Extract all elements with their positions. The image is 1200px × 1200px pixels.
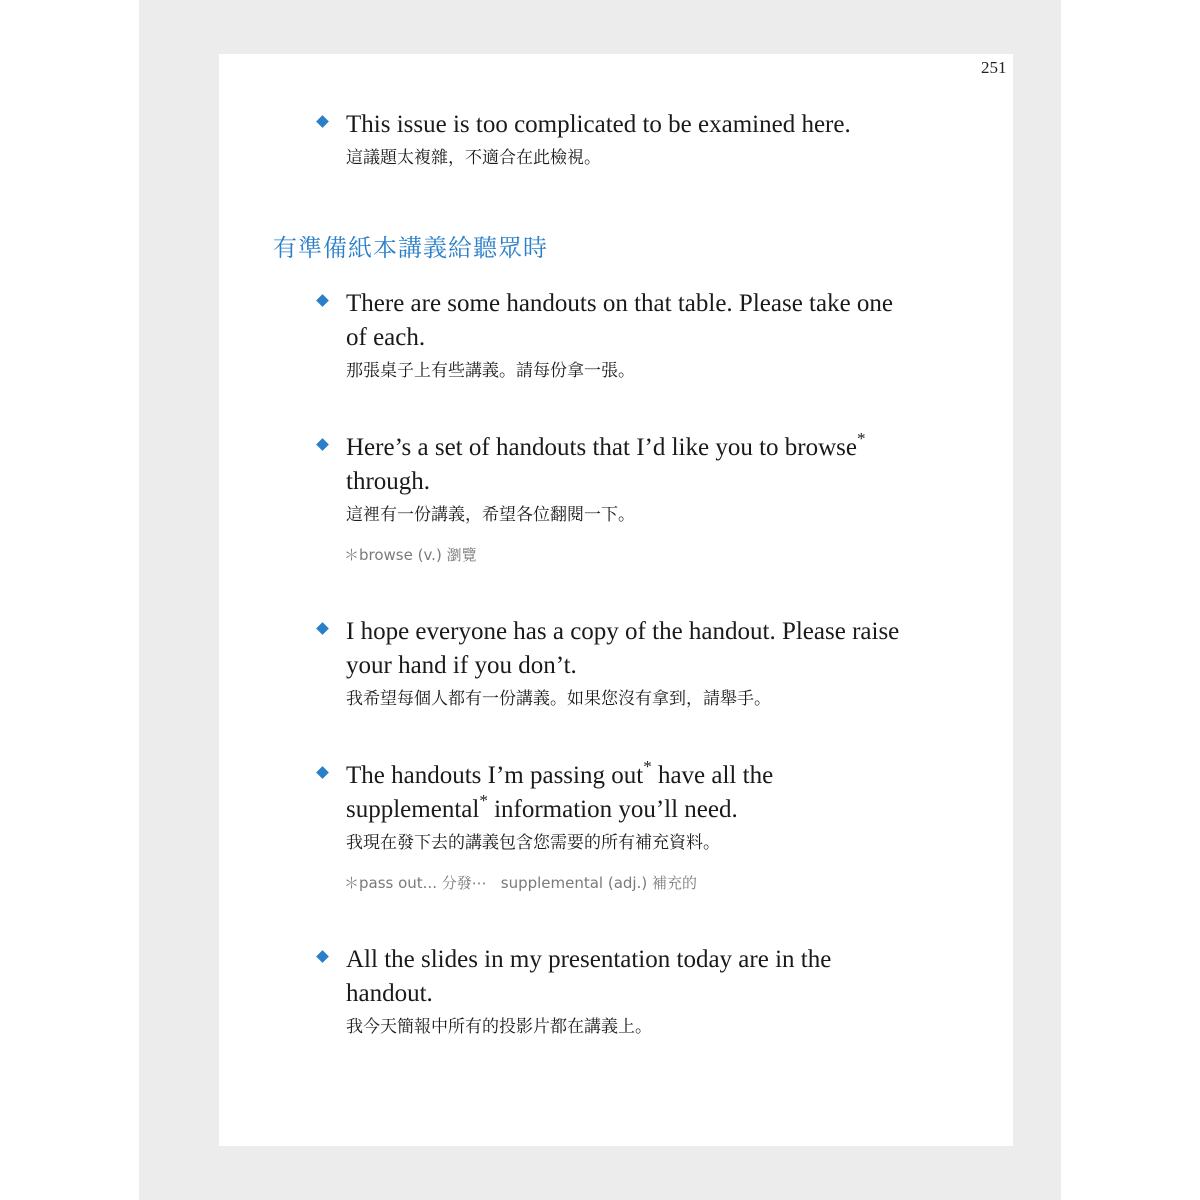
english-text: have all the (651, 762, 774, 789)
english-text: information you’ll need. (487, 796, 738, 823)
english-sentence (346, 943, 958, 1011)
chinese-translation: 我今天簡報中所有的投影片都在講義上。 (346, 1017, 652, 1037)
vocabulary-note (344, 873, 697, 893)
english-sentence (346, 108, 958, 142)
english-line: of each. (346, 324, 426, 351)
english-sentence (346, 615, 958, 683)
footnote-marker: * (479, 790, 488, 810)
english-sentence (346, 287, 958, 355)
english-line: handout. (346, 980, 433, 1007)
english-line (346, 790, 958, 827)
english-line (346, 428, 958, 465)
footnote-marker: * (857, 428, 866, 448)
english-line: This issue is too complicated to be examined here. (346, 111, 851, 138)
english-line (346, 756, 958, 793)
english-line: through. (346, 468, 431, 495)
english-sentence (346, 756, 958, 827)
footnote-marker: * (643, 756, 652, 776)
english-text: Here’s a set of handouts that I’d like you to browse (346, 434, 857, 461)
english-line: There are some handouts on that table. Please take one (346, 290, 894, 317)
chinese-translation: 這議題太複雜，不適合在此檢視。 (346, 148, 601, 168)
section-heading: 有準備紙本講義給聽眾時 (273, 234, 548, 262)
english-text: supplemental (346, 796, 480, 823)
english-line: your hand if you don’t. (346, 652, 577, 679)
chinese-translation: 這裡有一份講義，希望各位翻閱一下。 (346, 505, 635, 525)
vocabulary-note-item: ＊pass out... 分發⋯ (344, 874, 487, 892)
english-line: I hope everyone has a copy of the handout. Please raise (346, 618, 900, 645)
english-text: The handouts I’m passing out (346, 762, 644, 789)
english-sentence (346, 428, 958, 499)
vocabulary-note-item: supplemental (adj.) 補充的 (500, 874, 697, 892)
chinese-translation: 我希望每個人都有一份講義。如果您沒有拿到，請舉手。 (346, 689, 771, 709)
page-number: 251 (981, 58, 1007, 77)
english-line: All the slides in my presentation today are in the (346, 946, 832, 973)
chinese-translation: 那張桌子上有些講義。請每份拿一張。 (346, 361, 635, 381)
vocabulary-note: ＊browse (v.) 瀏覽 (344, 546, 477, 564)
chinese-translation: 我現在發下去的講義包含您需要的所有補充資料。 (346, 833, 720, 853)
